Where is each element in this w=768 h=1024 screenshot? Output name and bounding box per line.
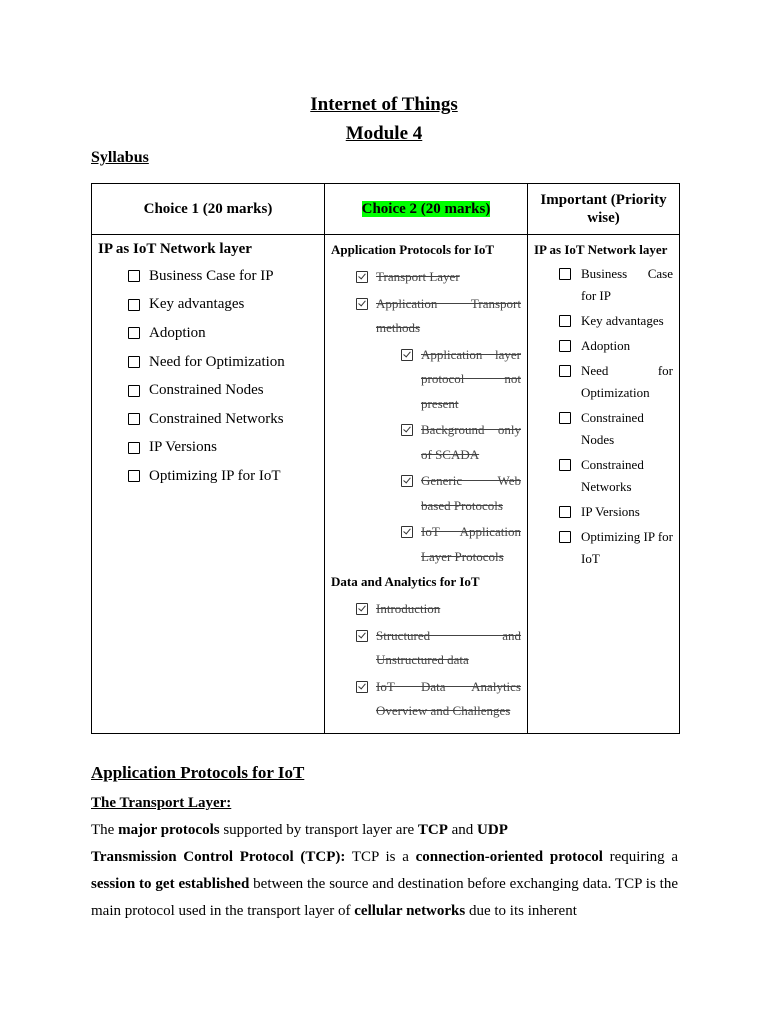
- col3-list-item: [534, 526, 673, 570]
- checked-checkbox-icon[interactable]: [401, 475, 413, 487]
- bold-run: TCP: [417, 822, 448, 838]
- checked-checkbox-icon[interactable]: [401, 349, 413, 361]
- col2-list-item: [331, 597, 521, 622]
- col2-list-item: [331, 520, 521, 569]
- col3-list-item: [534, 454, 673, 498]
- col1-heading: IP as IoT Network layer: [98, 241, 252, 257]
- syllabus-label: Syllabus: [91, 149, 149, 166]
- bold-run: major protocols: [118, 822, 220, 838]
- col2-list-1: [331, 265, 521, 569]
- col2-item-label: Background only of SCADA: [421, 422, 521, 462]
- col3-heading: IP as IoT Network layer: [534, 242, 668, 257]
- module-title: Module 4: [345, 123, 423, 144]
- checked-checkbox-icon[interactable]: [356, 603, 368, 615]
- checkbox-icon[interactable]: [128, 413, 140, 425]
- checkbox-icon[interactable]: [559, 365, 571, 377]
- col2-item-label: Transport Layer: [376, 269, 460, 284]
- col1-list-item: [98, 462, 324, 491]
- bold-run: cellular networks: [354, 903, 466, 919]
- checkbox-icon[interactable]: [559, 340, 571, 352]
- checked-checkbox-icon[interactable]: [356, 298, 368, 310]
- col2-list-item: [331, 292, 521, 341]
- col3-list-item: [534, 360, 673, 404]
- checked-checkbox-icon[interactable]: [401, 424, 413, 436]
- col1-list-item: [98, 348, 324, 377]
- col1-item-label: Constrained Nodes: [149, 382, 264, 399]
- col2-list-item: [331, 265, 521, 290]
- col1-list-item: [98, 319, 324, 348]
- checkbox-icon[interactable]: [128, 442, 140, 454]
- text-run: supported by transport layer are: [219, 822, 418, 838]
- section-heading: Application Protocols for IoT: [91, 763, 305, 782]
- col2-heading-1: Application Protocols for IoT: [331, 242, 495, 257]
- col2-list-item: [331, 343, 521, 417]
- checked-checkbox-icon[interactable]: [401, 526, 413, 538]
- col3-item-label: Need for Optimization: [581, 363, 673, 400]
- checkbox-icon[interactable]: [559, 531, 571, 543]
- col1-item-label: Business Case for IP: [149, 267, 274, 284]
- col2-item-label: Application layer protocol not present: [421, 346, 521, 411]
- col3-item-label: Constrained Nodes: [581, 410, 644, 447]
- bold-run: UDP: [477, 822, 508, 838]
- col3-cell: [528, 235, 680, 734]
- checkbox-icon[interactable]: [128, 356, 140, 368]
- header-important-label: Important (Priority wise): [540, 192, 667, 226]
- col2-list-item: [331, 624, 521, 673]
- header-important: [528, 184, 680, 235]
- text-run: TCP is a: [345, 849, 416, 865]
- text-run: requiring a: [602, 849, 679, 865]
- col3-list-item: [534, 335, 673, 357]
- col1-item-label: IP Versions: [149, 439, 217, 456]
- col2-item-label: IoT Data Analytics Overview and Challenges: [376, 678, 521, 718]
- col1-item-label: Need for Optimization: [149, 353, 285, 370]
- col3-list-item: [534, 407, 673, 451]
- text-run: due to its inherent: [465, 903, 577, 919]
- checkbox-icon[interactable]: [128, 270, 140, 282]
- text-run: between the source and destination before exchanging data. TCP is the main protocol used in the transport layer of: [91, 876, 678, 919]
- checkbox-icon[interactable]: [128, 327, 140, 339]
- text-run: The: [91, 822, 119, 838]
- bold-run: session to get established: [91, 876, 250, 892]
- paragraph-tcp: [91, 844, 678, 925]
- bold-run: connection-oriented protocol: [415, 849, 603, 865]
- col1-item-label: Key advantages: [149, 296, 245, 313]
- text-run: and: [447, 822, 478, 838]
- col3-list-item: [534, 263, 673, 307]
- header-choice-2-label: Choice 2 (20 marks): [361, 201, 491, 217]
- col1-list: [98, 262, 324, 491]
- checked-checkbox-icon[interactable]: [356, 630, 368, 642]
- col1-list-item: [98, 376, 324, 405]
- col1-list-item: [98, 434, 324, 463]
- col2-item-label: Introduction: [376, 601, 441, 616]
- col1-cell: [92, 235, 325, 734]
- col1-list-item: [98, 291, 324, 320]
- checked-checkbox-icon[interactable]: [356, 681, 368, 693]
- bold-run: Transmission Control Protocol (TCP):: [91, 849, 346, 865]
- table-header-row: [92, 184, 680, 235]
- checkbox-icon[interactable]: [128, 470, 140, 482]
- paragraph-protocols: [91, 817, 678, 844]
- col1-item-label: Optimizing IP for IoT: [149, 467, 281, 484]
- col1-list-item: [98, 262, 324, 291]
- col2-cell: [325, 235, 528, 734]
- header-choice-2: [325, 184, 528, 235]
- col2-list-item: [331, 418, 521, 467]
- col2-list-2: [331, 597, 521, 724]
- col3-list-item: [534, 501, 673, 523]
- col3-item-label: Key advantages: [581, 313, 664, 328]
- col2-list-item: [331, 675, 521, 724]
- col3-item-label: Adoption: [581, 338, 631, 353]
- subsection-heading: The Transport Layer:: [91, 795, 232, 811]
- col3-list: [534, 263, 673, 570]
- checkbox-icon[interactable]: [559, 459, 571, 471]
- col2-item-label: IoT Application Layer Protocols: [421, 524, 521, 564]
- col2-list-item: [331, 469, 521, 518]
- checked-checkbox-icon[interactable]: [356, 271, 368, 283]
- table-body-row: [92, 235, 680, 734]
- col3-item-label: Optimizing IP for IoT: [581, 529, 673, 566]
- col2-item-label: Generic Web based Protocols: [421, 473, 521, 513]
- col2-heading-2: Data and Analytics for IoT: [331, 574, 480, 589]
- checkbox-icon[interactable]: [559, 268, 571, 280]
- col1-list-item: [98, 405, 324, 434]
- col2-item-label: Structured and Unstructured data: [376, 627, 521, 667]
- col2-item-label: Application Transport methods: [376, 295, 521, 335]
- col1-item-label: Constrained Networks: [149, 410, 284, 427]
- col3-list-item: [534, 310, 673, 332]
- col3-item-label: Business Case for IP: [581, 266, 673, 303]
- header-choice-1: [92, 184, 325, 235]
- checkbox-icon[interactable]: [559, 506, 571, 518]
- checkbox-icon[interactable]: [559, 412, 571, 424]
- document-title: Internet of Things: [310, 94, 458, 115]
- checkbox-icon[interactable]: [128, 299, 140, 311]
- checkbox-icon[interactable]: [559, 315, 571, 327]
- header-choice-1-label: Choice 1 (20 marks): [143, 201, 273, 217]
- col3-item-label: Constrained Networks: [581, 457, 644, 494]
- col3-item-label: IP Versions: [581, 504, 640, 519]
- col1-item-label: Adoption: [149, 324, 206, 341]
- checkbox-icon[interactable]: [128, 385, 140, 397]
- syllabus-table: [91, 183, 680, 734]
